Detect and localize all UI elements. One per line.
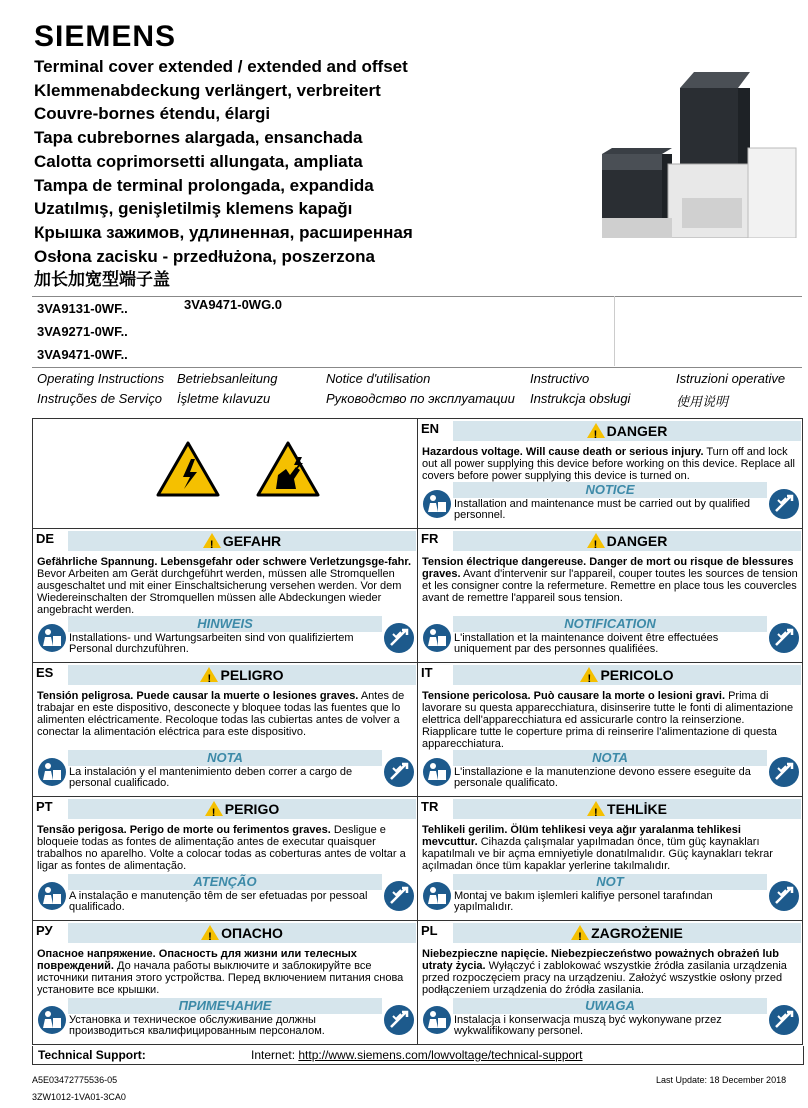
hazard-text xyxy=(418,553,802,604)
warning-triangle-icon xyxy=(587,533,605,548)
notice-box xyxy=(418,998,802,1042)
lang-code: РУ xyxy=(36,923,53,938)
qualified-personnel-icon xyxy=(37,1004,67,1036)
read-instructions-icon xyxy=(383,622,415,654)
notice-text: Installation and maintenance must be carried out by qualified personnel. xyxy=(454,498,750,521)
hazard-text xyxy=(418,443,802,482)
part-number: 3VA9471-0WG.0 xyxy=(184,297,283,312)
section-it xyxy=(418,663,803,797)
lang-label: Руководство по эксплуатации xyxy=(326,391,515,406)
product-illustration xyxy=(598,68,798,238)
hazard-bold: Gefährliche Spannung. Lebensgefahr oder schwere Verletzungsge-fahr. xyxy=(37,556,412,568)
signal-word: DANGER xyxy=(606,533,668,549)
electric-shock-warning-icon xyxy=(158,443,218,495)
lang-code: PT xyxy=(36,799,53,814)
notice-text: La instalación y el mantenimiento deben correr a cargo de personal cualificado. xyxy=(69,766,353,789)
title-fr: Couvre-bornes étendu, élargi xyxy=(34,104,271,124)
lang-code: PL xyxy=(421,923,438,938)
qualified-personnel-icon xyxy=(37,756,67,788)
hazard-detail: Avant d'intervenir sur l'appareil, couper toutes les sources de tension et les consigner contre la refermeture. Remettre en place tous les couvercles avant de remettre l'appareil sous tension. xyxy=(422,568,798,604)
lang-label: Notice d'utilisation xyxy=(326,371,431,386)
title-en: Terminal cover extended / extended and offset xyxy=(34,57,408,76)
support-internet xyxy=(251,1046,583,1064)
section-ru xyxy=(33,921,418,1045)
hazard-text xyxy=(33,821,417,872)
signal-word: DANGER xyxy=(606,423,668,439)
qualified-personnel-icon xyxy=(422,488,452,520)
notice-heading: NOTICE xyxy=(453,482,767,498)
notice-heading: NOTA xyxy=(68,750,382,766)
siemens-logo: SIEMENS xyxy=(34,20,177,53)
notice-text: L'installazione e la manutenzione devono essere eseguite da personale qualificato. xyxy=(454,766,751,789)
notice-text: Installations- und Wartungsarbeiten sind von qualifiziertem Personal durchzuführen. xyxy=(69,632,354,655)
hazard-bold: Tehlikeli gerilim. Ölüm tehlikesi veya ağır yaralanma tehlikesi mevcuttur. xyxy=(422,824,741,848)
notice-text: L'installation et la maintenance doivent être effectuées uniquement par des personnes qualifiées. xyxy=(454,632,719,655)
divider xyxy=(32,367,802,368)
part-number: 3VA9131-0WF.. xyxy=(37,301,128,316)
lang-label: 使用说明 xyxy=(676,394,729,409)
hazard-detail: До начала работы выключите и заблокируйте все источники питания этого устройства. Перед включением питания снова установите все крышки. xyxy=(37,960,404,996)
notice-box xyxy=(418,616,802,660)
title-es: Tapa cubrebornes alargada, ensanchada xyxy=(34,128,363,148)
hazard-bold: Hazardous voltage. Will cause death or serious injury. xyxy=(422,446,704,458)
warning-triangle-icon xyxy=(200,667,218,682)
notice-heading: ATENÇÃO xyxy=(68,874,382,890)
qualified-personnel-icon xyxy=(422,880,452,912)
part-numbers xyxy=(37,297,128,366)
order-number: 3ZW1012-1VA01-3CA0 xyxy=(32,1092,126,1102)
notice-heading: NOT xyxy=(453,874,767,890)
hazard-text xyxy=(418,687,802,750)
lang-code: ES xyxy=(36,665,54,680)
hazard-detail: Antes de trabajar en este dispositivo, desconecte y bloquee todas las fuentes que lo alimenten eléctricamente. Recoloque todas las cubiertas antes de volver a conectar la alimentación eléctrica para este dispositivo. xyxy=(37,690,405,738)
lang-label: İşletme kılavuzu xyxy=(177,391,271,406)
technical-support-bar xyxy=(32,1046,804,1065)
title-pl: Osłona zacisku - przedłużona, poszerzona xyxy=(34,246,376,266)
read-instructions-icon xyxy=(768,756,800,788)
warning-triangle-icon xyxy=(580,667,598,682)
notice-box xyxy=(418,874,802,918)
notice-text: Montaj ve bakım işlemleri kalifiye personel tarafından yapılmalıdır. xyxy=(454,890,713,913)
signal-word-banner xyxy=(453,531,801,551)
lang-code: EN xyxy=(421,421,440,436)
signal-word-banner xyxy=(453,665,801,685)
hazard-bold: Tensão perigosa. Perigo de morte ou ferimentos graves. xyxy=(37,824,331,836)
read-instructions-icon xyxy=(768,1004,800,1036)
signal-word: PERIGO xyxy=(224,801,280,817)
electric-hand-warning-icon xyxy=(258,443,318,495)
signal-word: PERICOLO xyxy=(600,667,674,683)
qualified-personnel-icon xyxy=(422,622,452,654)
signal-word: PELIGRO xyxy=(220,667,284,683)
read-instructions-icon xyxy=(383,756,415,788)
signal-word-banner xyxy=(68,923,416,943)
title-ru: Крышка зажимов, удлиненная, расширенная xyxy=(34,222,413,242)
notice-box xyxy=(33,616,417,660)
qualified-personnel-icon xyxy=(37,880,67,912)
divider xyxy=(614,296,615,366)
hazard-detail: Cihazda çalışmalar yapılmadan önce, tüm güç kaynakları kapatılmalı ve bir açma emniyetiyle donatılmalıdır. Güç kaynakları tekrar açılmadan önce tüm kapaklar yerlerine takılmalıdır. xyxy=(422,836,773,872)
signal-word-banner xyxy=(453,799,801,819)
signal-word-banner xyxy=(68,799,416,819)
signal-word-banner xyxy=(68,665,416,685)
divider xyxy=(32,296,802,297)
part-number: 3VA9471-0WF.. xyxy=(37,347,128,362)
lang-code: IT xyxy=(421,665,433,680)
title-block xyxy=(34,55,413,292)
title-tr: Uzatılmış, genişletilmiş klemens kapağı xyxy=(34,199,353,219)
lang-label: Operating Instructions xyxy=(37,371,165,386)
section-tr xyxy=(418,797,803,921)
lang-code: FR xyxy=(421,531,439,546)
notice-box xyxy=(418,750,802,794)
warning-icons xyxy=(156,439,326,499)
title-zh: 加长加宽型端子盖 xyxy=(34,270,170,290)
read-instructions-icon xyxy=(768,488,800,520)
hazard-detail: Desligue e bloqueie todas as fontes de alimentação antes de executar quaisquer trabalhos no aparelho. Volte a colocar todas as coberturas antes de voltar a ligar as fontes de alimentação. xyxy=(37,824,406,872)
notice-box xyxy=(33,874,417,918)
read-instructions-icon xyxy=(383,1004,415,1036)
section-en xyxy=(418,419,803,529)
lang-label: Instruções de Serviço xyxy=(37,391,163,406)
section-de xyxy=(33,529,418,663)
notice-text: Установка и техническое обслуживание должны производиться квалифицированным персоналом. xyxy=(69,1014,325,1037)
hazard-bold: Niebezpieczne napięcie. Niebezpieczeństwo poważnych obrażeń lub utraty życia. xyxy=(422,948,779,972)
signal-word-banner xyxy=(453,923,801,943)
read-instructions-icon xyxy=(768,622,800,654)
lang-label: Istruzioni operative xyxy=(676,371,786,386)
hazard-text xyxy=(33,553,417,616)
hazard-text xyxy=(418,821,802,872)
hazard-bold: Опасное напряжение. Опасность для жизни или телесных повреждений. xyxy=(37,948,357,972)
lang-code: TR xyxy=(421,799,439,814)
qualified-personnel-icon xyxy=(37,622,67,654)
read-instructions-icon xyxy=(768,880,800,912)
qualified-personnel-icon xyxy=(422,756,452,788)
support-link[interactable]: http://www.siemens.com/lowvoltage/technical-support xyxy=(298,1048,583,1062)
support-label: Technical Support: xyxy=(38,1048,146,1062)
notice-box xyxy=(33,750,417,794)
section-fr xyxy=(418,529,803,663)
hazard-detail: Prima di lavorare su questa apparecchiatura, disinserire tutte le fonti di alimentazione elettrica dell'apparecchiatura ed assicurarle contro la reinserzione. Riapplicare tutte le coperture prima di reinserire l'alimentazione di questa apparecchiatura. xyxy=(422,690,794,750)
hazard-text xyxy=(33,945,417,996)
support-prefix: Internet: xyxy=(251,1048,299,1062)
hazard-bold: Tensione pericolosa. Può causare la morte o lesioni gravi. xyxy=(422,690,726,702)
signal-word: ОПАСНО xyxy=(221,925,283,941)
section-pt xyxy=(33,797,418,921)
signal-word: ZAGROŻENIE xyxy=(591,925,683,941)
title-de: Klemmenabdeckung verlängert, verbreitert xyxy=(34,80,381,100)
hazard-bold: Tensión peligrosa. Puede causar la muerte o lesiones graves. xyxy=(37,690,359,702)
notice-heading: NOTA xyxy=(453,750,767,766)
title-pt: Tampa de terminal prolongada, expandida xyxy=(34,175,374,195)
notice-heading: HINWEIS xyxy=(68,616,382,632)
lang-label: Betriebsanleitung xyxy=(177,371,278,386)
hazard-detail: Bevor Arbeiten am Gerät durchgeführt werden, müssen alle Stromquellen ausgeschaltet und mit einer Einschaltsicherung versehen werden. Vor dem Wiedereinschalten der Stromquellen müssen alle Abdeckungen wieder angebracht werden. xyxy=(37,568,402,616)
lang-label: Instructivo xyxy=(530,371,590,386)
signal-word-banner xyxy=(453,421,801,441)
hazard-detail: Turn off and lock out all power supplying this device before working on this device. Replace all covers before power supplying this device is turned on. xyxy=(422,446,795,482)
notice-box xyxy=(418,482,802,526)
hazard-text xyxy=(418,945,802,996)
warning-triangle-icon xyxy=(587,423,605,438)
notice-heading: NOTIFICATION xyxy=(453,616,767,632)
hazard-text xyxy=(33,687,417,738)
notice-heading: UWAGA xyxy=(453,998,767,1014)
notice-text: Instalacja i konserwacja muszą być wykonywane przez wykwalifikowany personel. xyxy=(454,1014,722,1037)
warning-triangle-icon xyxy=(205,801,223,816)
lang-label: Instrukcja obsługi xyxy=(530,391,631,406)
last-update: Last Update: 18 December 2018 xyxy=(656,1075,787,1085)
part-number: 3VA9271-0WF.. xyxy=(37,324,128,339)
hazard-bold: Tension électrique dangereuse. Danger de mort ou risque de blessures graves. xyxy=(422,556,794,580)
qualified-personnel-icon xyxy=(422,1004,452,1036)
signal-word: TEHLİKE xyxy=(607,801,667,817)
warning-triangle-icon xyxy=(201,925,219,940)
read-instructions-icon xyxy=(383,880,415,912)
hazard-detail: Wyłączyć i zablokować wszystkie źródła zasilania urządzenia przed rozpoczęciem pracy na urządzeniu. Założyć wszystkie osłony przed podłączeniem urządzenia do źródła zasilania. xyxy=(422,960,787,996)
signal-word-banner xyxy=(68,531,416,551)
lang-code: DE xyxy=(36,531,55,546)
warning-triangle-icon xyxy=(587,801,605,816)
warning-pictograms xyxy=(33,419,418,529)
section-pl xyxy=(418,921,803,1045)
warning-triangle-icon xyxy=(571,925,589,940)
title-it: Calotta coprimorsetti allungata, ampliata xyxy=(34,151,363,171)
notice-box xyxy=(33,998,417,1042)
safety-grid xyxy=(32,418,803,1045)
notice-heading: ПРИМЕЧАНИЕ xyxy=(68,998,382,1014)
doc-number: A5E03472775536-05 xyxy=(32,1075,118,1085)
signal-word: GEFAHR xyxy=(222,533,282,549)
section-es xyxy=(33,663,418,797)
warning-triangle-icon xyxy=(203,533,221,548)
notice-text: A instalação e manutenção têm de ser efetuadas por pessoal qualificado. xyxy=(69,890,368,913)
